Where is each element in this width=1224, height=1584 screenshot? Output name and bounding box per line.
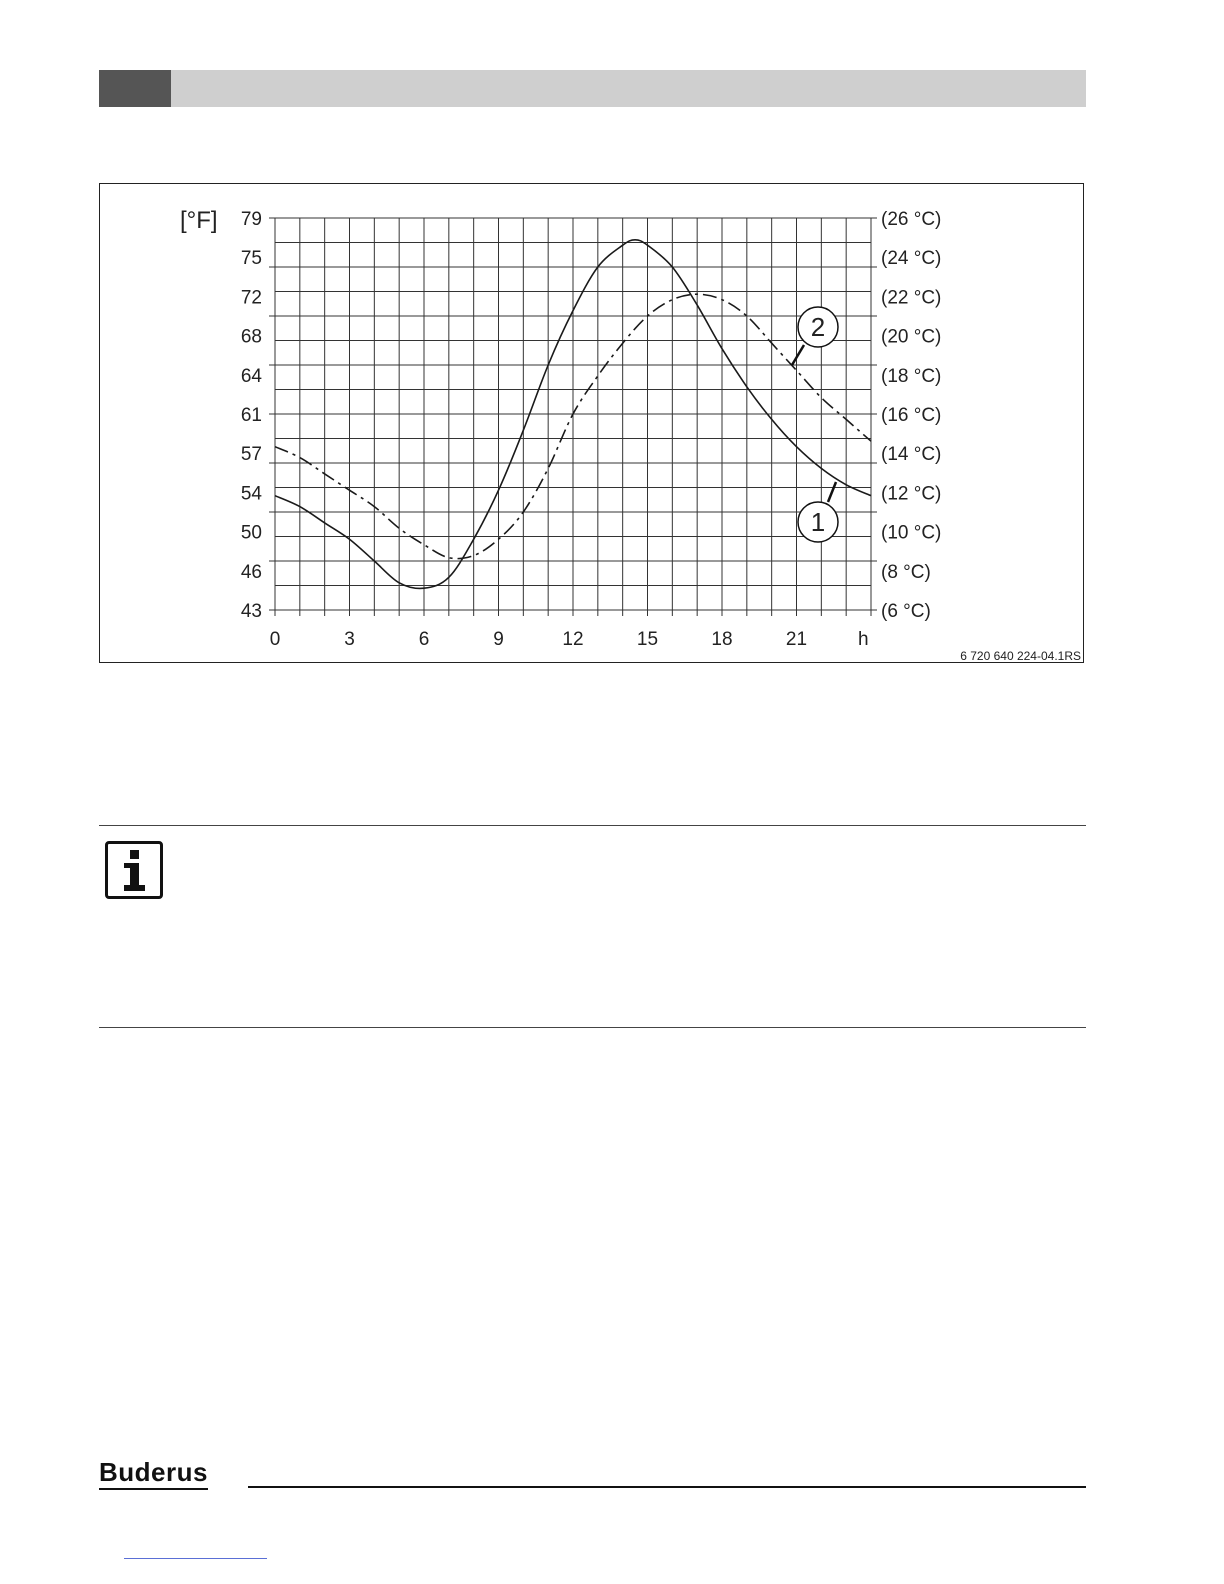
note-bottom-rule (99, 1027, 1086, 1028)
y-tick-label: 43 (240, 601, 262, 622)
y-tick-label: 75 (240, 248, 262, 270)
y-tick-label-right: (10 °C) (881, 522, 942, 544)
y-tick-label: 50 (240, 522, 262, 544)
x-unit-label: h (858, 629, 869, 650)
y-tick-label: 61 (240, 405, 262, 426)
x-tick-label: 9 (493, 629, 504, 650)
section-header-bar (99, 70, 1086, 107)
y-tick-label: 46 (240, 561, 262, 583)
chart-tick-labels (241, 209, 942, 650)
y-tick-label-right: (24 °C) (881, 248, 942, 270)
y-tick-label: 72 (240, 287, 262, 309)
y-tick-label-right: (8 °C) (881, 561, 931, 583)
y-tick-label-right: (14 °C) (881, 444, 942, 466)
temperature-chart-figure (99, 183, 1084, 663)
y-tick-label-right: (12 °C) (881, 483, 942, 505)
footer-rule (248, 1486, 1086, 1488)
y-tick-label-right: (22 °C) (881, 287, 942, 309)
chart-callouts (792, 307, 838, 542)
callout-label: 2 (810, 312, 826, 342)
callout-leader (792, 345, 804, 365)
x-tick-label: 3 (344, 629, 355, 650)
y-tick-label-right: (18 °C) (881, 365, 942, 387)
bottom-link-underline (124, 1558, 267, 1559)
y-tick-label: 57 (240, 444, 262, 466)
figure-reference-code: 6 720 640 224-04.1RS (960, 649, 1081, 663)
y-tick-label-right: (16 °C) (881, 405, 942, 426)
y-unit-label: [°F] (180, 207, 218, 234)
y-tick-label-right: (6 °C) (881, 601, 931, 622)
section-header-marker (99, 70, 171, 107)
y-tick-label: 79 (240, 209, 262, 230)
x-tick-label: 6 (418, 629, 430, 650)
y-tick-label-right: (20 °C) (881, 326, 942, 348)
x-tick-label: 21 (785, 629, 808, 650)
y-tick-label: 54 (240, 483, 262, 505)
y-tick-label-right: (26 °C) (881, 209, 942, 230)
note-top-rule (99, 825, 1086, 826)
callout-label: 1 (810, 507, 826, 537)
x-tick-label: 12 (562, 629, 584, 650)
y-tick-label: 68 (240, 326, 262, 348)
info-icon (105, 841, 163, 899)
x-tick-label: 18 (711, 629, 733, 650)
x-tick-label: 0 (269, 629, 281, 650)
temperature-chart (100, 184, 1085, 664)
buderus-logo: Buderus (99, 1457, 208, 1490)
y-tick-label: 64 (240, 365, 262, 387)
x-tick-label: 15 (636, 629, 659, 650)
callout-leader (828, 482, 836, 502)
chart-grid (269, 218, 877, 616)
